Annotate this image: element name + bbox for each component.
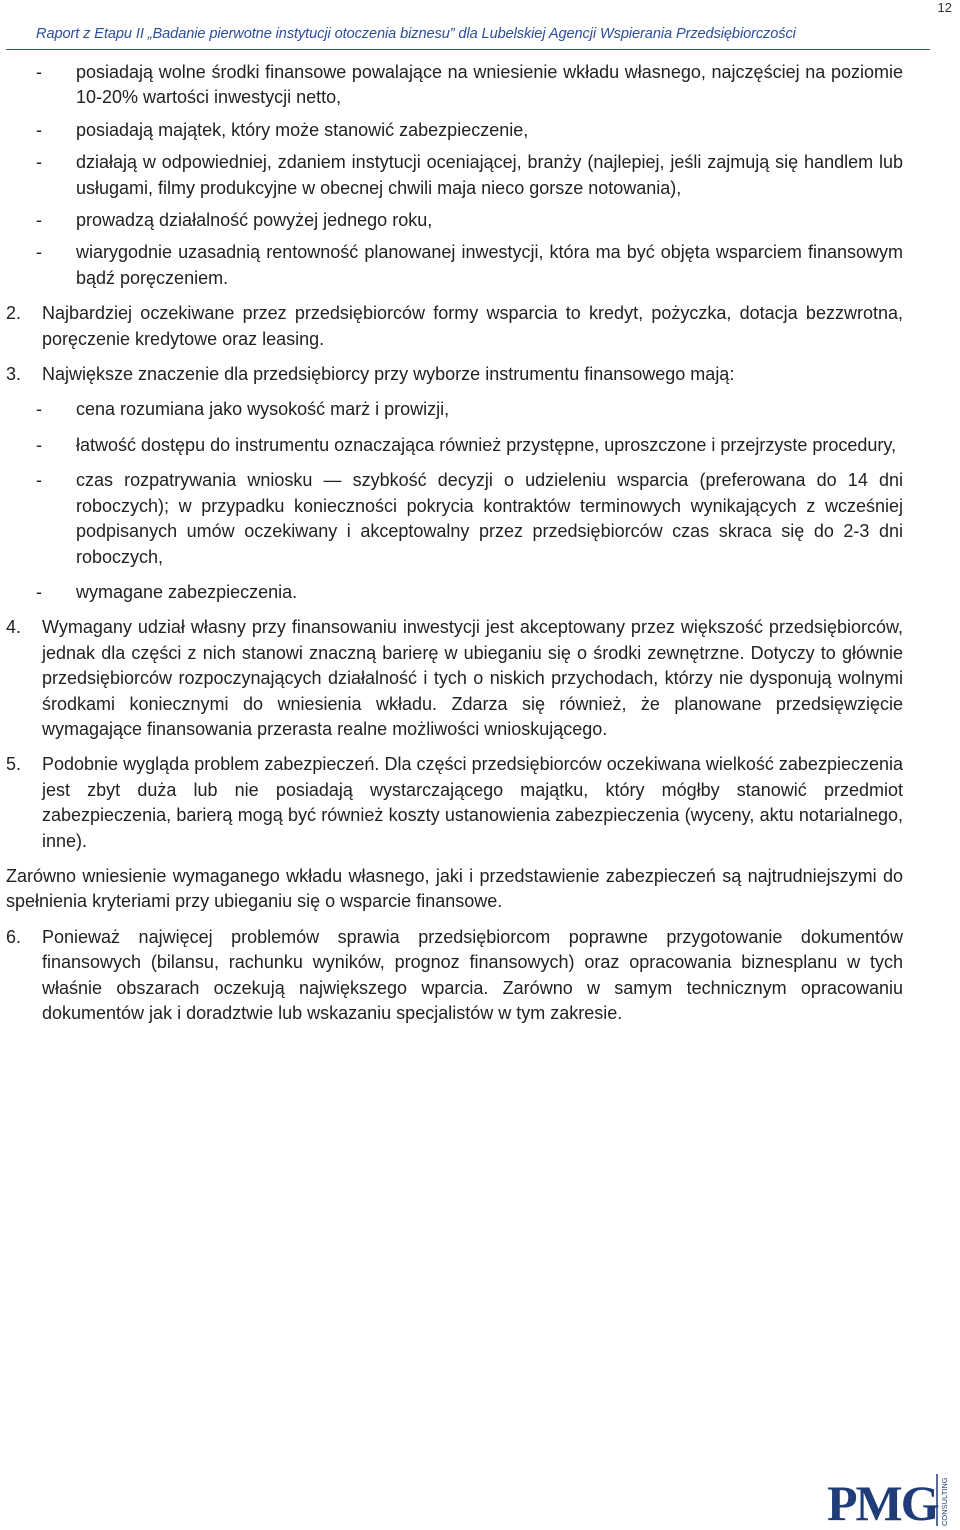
list-item-text: wiarygodnie uzasadnią rentowność planowanej inwestycji, która ma być objęta wsparciem finansowym bądź poręczeniem.: [76, 242, 903, 288]
list-item: [6, 118, 903, 143]
list-item: [6, 60, 903, 111]
list-item-text: prowadzą działalność powyżej jednego roku,: [76, 210, 433, 231]
bullet-dash: -: [36, 62, 42, 82]
item-number: 5.: [6, 754, 22, 775]
list-item: [6, 433, 903, 458]
item-number: 2.: [6, 303, 22, 324]
bullet-dash: -: [36, 119, 42, 140]
list-item-text: łatwość dostępu do instrumentu oznaczająca również przystępne, uproszczone i przejrzyste procedury,: [76, 434, 897, 455]
numbered-item-5: [6, 752, 903, 854]
bullet-dash: -: [36, 581, 42, 602]
list-item: [6, 208, 903, 233]
page-number: 12: [937, 0, 952, 15]
list-item: [6, 150, 903, 201]
list-item: [6, 240, 903, 291]
item-number: 3.: [6, 364, 22, 385]
item-3-bullet-list: [6, 397, 903, 605]
header-rule: [6, 49, 930, 50]
item-text: Najbardziej oczekiwane przez przedsiębiorców formy wsparcia to kredyt, pożyczka, dotacja bezzwrotna, poręczenie kredytowe oraz leasing.: [42, 303, 903, 349]
running-header: Raport z Etapu II „Badanie pierwotne instytucji otoczenia biznesu” dla Lubelskiej Agencji Wspierania Przedsiębiorczości: [36, 26, 796, 42]
logo-subtitle: CONSULTING: [940, 1477, 949, 1526]
logo-wordmark: PMG: [827, 1475, 938, 1528]
list-item-text: czas rozpatrywania wniosku — szybkość decyzji o udzieleniu wsparcia (preferowana do 14 dni roboczych); w przypadku konieczności pokrycia kontraktów terminowych wynikających z wcześniej podpisanych umów oczekiwany i akceptowalny przez przedsiębiorców czas skraca się do 2-3 dni roboczych,: [76, 470, 903, 567]
item-text: Największe znaczenie dla przedsiębiorcy przy wyborze instrumentu finansowego mają:: [42, 364, 735, 385]
document-body: [6, 60, 903, 1026]
numbered-item-3: [6, 362, 903, 387]
bullet-dash: -: [36, 242, 42, 263]
list-item-text: posiadają wolne środki finansowe powalające na wniesienie wkładu własnego, najczęściej na poziomie 10-20% wartości inwestycji netto,: [76, 62, 903, 108]
numbered-item-6: [6, 925, 903, 1027]
list-item-text: posiadają majątek, który może stanowić zabezpieczenie,: [76, 119, 529, 140]
list-item-text: działają w odpowiedniej, zdaniem instytucji oceniającej, branży (najlepiej, jeśli zajmują się handlem lub usługami, filmy produkcyjne w obecnej chwili maja nieco gorsze notowania),: [76, 152, 903, 198]
item-number: 4.: [6, 617, 22, 638]
intro-bullet-list: [6, 60, 903, 291]
list-item: [6, 580, 903, 605]
summary-paragraph: Zarówno wniesienie wymaganego wkładu własnego, jaki i przedstawienie zabezpieczeń są najtrudniejszymi do spełnienia kryteriami przy ubieganiu się o wsparcie finansowe.: [6, 865, 903, 912]
pmg-consulting-logo: [825, 1472, 953, 1528]
numbered-item-4: [6, 615, 903, 742]
item-text: Wymagany udział własny przy finansowaniu inwestycji jest akceptowany przez większość przedsiębiorców, jednak dla części z nich stanowi znaczną barierę w ubieganiu się o środki zewnętrzne. Dotyczy to głównie przedsiębiorców rozpoczynających działalność i tych o niskich przychodach, którzy nie dysponują wolnymi środkami koniecznymi do wniesienia wkładu. Zdarza się również, że planowane przedsięwzięcie wymagające finansowania przerasta realne możliwości wnioskującego.: [42, 617, 903, 739]
list-item: [6, 397, 903, 422]
bullet-dash: -: [36, 470, 42, 491]
list-item-text: wymagane zabezpieczenia.: [76, 581, 298, 602]
list-item: [6, 468, 903, 570]
item-text: Ponieważ najwięcej problemów sprawia przedsiębiorcom poprawne przygotowanie dokumentów finansowych (bilansu, rachunku wyników, prognoz finansowych) oraz opracowania biznesplanu w tych właśnie obszarach oczekują największego wparcia. Zarówno w samym technicznym opracowaniu dokumentów jak i doradztwie lub wskazaniu specjalistów w tym zakresie.: [42, 926, 903, 1023]
list-item-text: cena rozumiana jako wysokość marż i prowizji,: [76, 399, 450, 420]
numbered-item-2: [6, 301, 903, 352]
bullet-dash: -: [36, 399, 42, 420]
bullet-dash: -: [36, 434, 42, 455]
item-text: Podobnie wygląda problem zabezpieczeń. Dla części przedsiębiorców oczekiwana wielkość zabezpieczenia jest zbyt duża lub nie posiadają wystarczającego majątku, który mógłby stanowić przedmiot zabezpieczenia, barierą mogą być również koszty ustanowienia zabezpieczenia (wyceny, aktu notarialnego, inne).: [42, 754, 903, 851]
bullet-dash: -: [36, 152, 42, 173]
bullet-dash: -: [36, 210, 42, 231]
item-number: 6.: [6, 926, 22, 947]
